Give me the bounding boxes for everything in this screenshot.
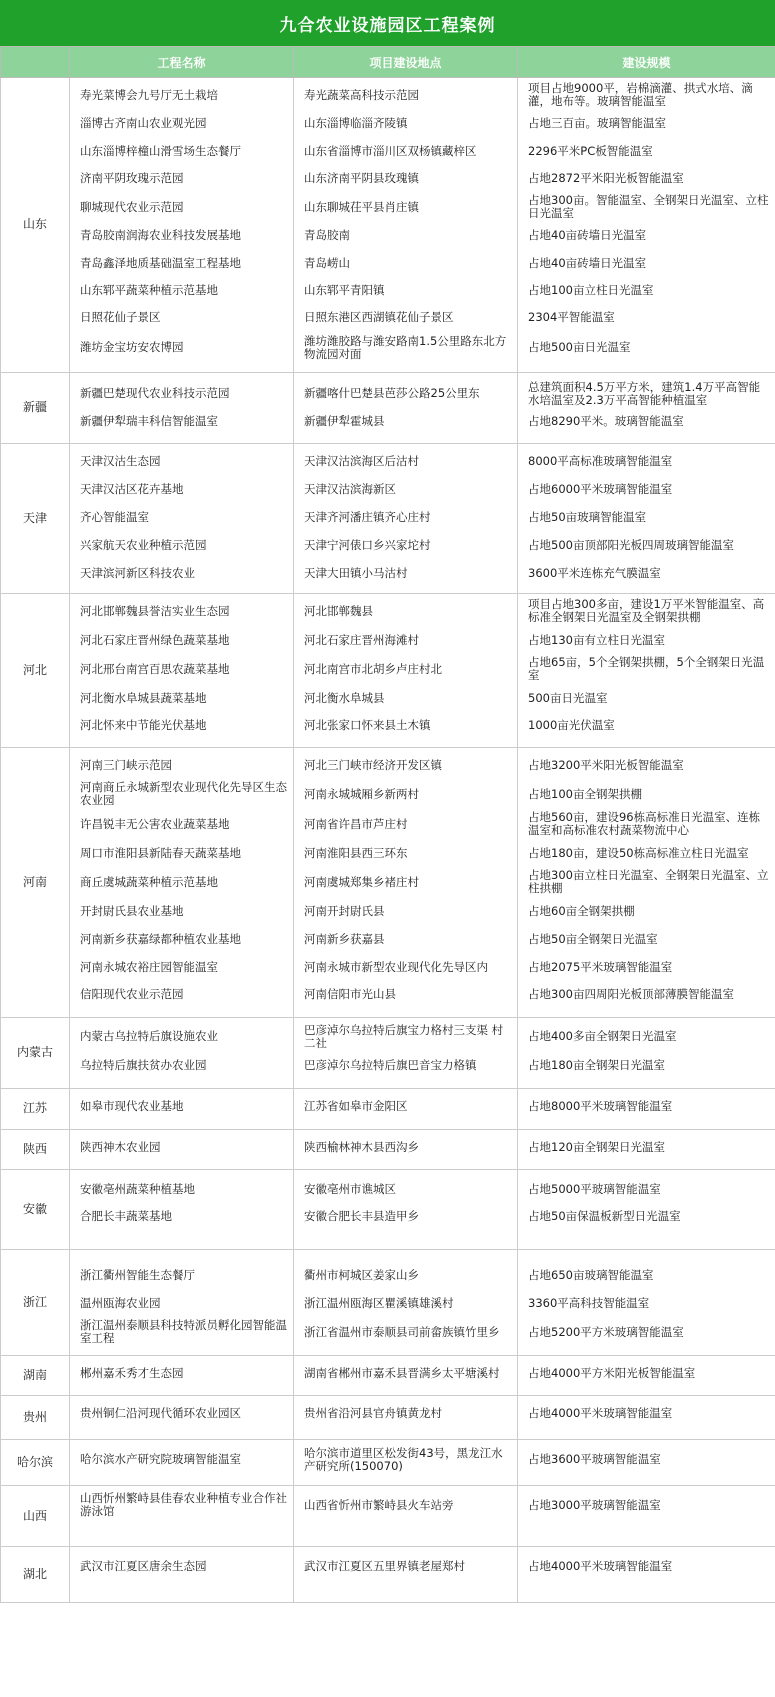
project-scale-cell: 项目占地300多亩，建设1万平米智能温室、高标准全钢架日光温室及全钢架拱棚 [518,594,775,627]
project-scale-cell: 占地100亩立柱日光温室 [518,277,775,304]
page-title: 九合农业设施园区工程案例 [0,0,775,46]
project-location-cell: 山东聊城茌平县肖庄镇 [294,192,518,222]
project-name-cell: 天津汉沽生态园 [70,444,294,476]
table-row [1,1052,775,1088]
project-scale-cell: 占地60亩全钢架拱棚 [518,897,775,925]
project-name-cell: 青岛胶南润海农业科技发展基地 [70,222,294,249]
project-name-cell: 河北邯郸魏县誉洁实业生态园 [70,594,294,627]
project-location-cell: 安徽亳州市谯城区 [294,1169,518,1203]
project-location-cell: 山东郓平青阳镇 [294,277,518,304]
project-location-cell: 安徽合肥长丰县造甲乡 [294,1203,518,1249]
project-name-cell: 郴州嘉禾秀才生态园 [70,1356,294,1396]
project-location-cell: 河南信阳市光山县 [294,981,518,1017]
project-name-cell: 河北邢台南宫百思农蔬菜基地 [70,654,294,684]
province-cell: 山东 [1,78,70,373]
project-scale-cell: 占地50亩保温板新型日光温室 [518,1203,775,1249]
header-name: 工程名称 [70,47,294,78]
project-scale-cell: 500亩日光温室 [518,684,775,712]
table-row [1,1249,775,1289]
project-name-cell: 温州瓯海农业园 [70,1289,294,1317]
project-name-cell: 济南平阴玫瑰示范园 [70,165,294,192]
table-row [1,304,775,331]
table-row [1,249,775,277]
header-location: 项目建设地点 [294,47,518,78]
project-location-cell: 河南淮阳县西三环东 [294,839,518,867]
province-cell: 河北 [1,594,70,748]
project-location-cell: 浙江温州瓯海区瞿溪镇雄溪村 [294,1289,518,1317]
project-scale-cell: 占地40亩砖墙日光温室 [518,222,775,249]
province-cell: 内蒙古 [1,1017,70,1088]
project-name-cell: 如皋市现代农业基地 [70,1088,294,1129]
project-location-cell: 河北张家口怀来县土木镇 [294,712,518,747]
project-name-cell: 武汉市江夏区唐余生态园 [70,1547,294,1603]
project-location-cell: 天津汉沽滨海新区 [294,476,518,504]
project-scale-cell: 占地5000平玻璃智能温室 [518,1169,775,1203]
project-name-cell: 乌拉特后旗扶贫办农业园 [70,1052,294,1088]
project-scale-cell: 占地50亩全钢架日光温室 [518,925,775,953]
project-name-cell: 哈尔滨水产研究院玻璃智能温室 [70,1440,294,1486]
table-row [1,654,775,684]
case-table [0,46,775,1603]
project-name-cell: 齐心智能温室 [70,504,294,532]
table-row [1,1440,775,1486]
project-location-cell: 山东省淄博市淄川区双杨镇藏梓区 [294,137,518,165]
project-location-cell: 天津大田镇小马沽村 [294,560,518,594]
project-scale-cell: 占地6000平米玻璃智能温室 [518,476,775,504]
project-scale-cell: 占地4000平米玻璃智能温室 [518,1396,775,1440]
project-name-cell: 山东淄博梓橦山滑雪场生态餐厅 [70,137,294,165]
project-name-cell: 河南新乡获嘉绿都种植农业基地 [70,925,294,953]
project-name-cell: 青岛鑫泽地质基础温室工程基地 [70,249,294,277]
project-scale-cell: 占地500亩顶部阳光板四周玻璃智能温室 [518,532,775,560]
table-row [1,409,775,444]
project-name-cell: 河北石家庄晋州绿色蔬菜基地 [70,626,294,654]
project-location-cell: 河南新乡获嘉县 [294,925,518,953]
project-location-cell: 寿光蔬菜高科技示范园 [294,78,518,111]
table-row [1,809,775,839]
table-row [1,1396,775,1440]
table-row [1,532,775,560]
table-row [1,476,775,504]
project-scale-cell: 总建筑面积4.5万平方米，建筑1.4万平高智能水培温室及2.3万平高智能种植温室 [518,372,775,409]
project-name-cell: 合肥长丰蔬菜基地 [70,1203,294,1249]
table-row [1,504,775,532]
project-scale-cell: 8000平高标准玻璃智能温室 [518,444,775,476]
project-location-cell: 河南永城市新型农业现代化先导区内 [294,953,518,981]
province-cell: 浙江 [1,1249,70,1356]
table-row [1,1317,775,1356]
table-row [1,1088,775,1129]
table-row [1,331,775,372]
project-location-cell: 日照东港区西湖镇花仙子景区 [294,304,518,331]
project-location-cell: 巴彦淖尔乌拉特后旗宝力格村三支渠 村二社 [294,1017,518,1052]
project-scale-cell: 占地3200平米阳光板智能温室 [518,747,775,779]
project-scale-cell: 占地2075平米玻璃智能温室 [518,953,775,981]
project-name-cell: 淄博古齐南山农业观光园 [70,110,294,137]
table-row [1,222,775,249]
table-row [1,1017,775,1052]
project-scale-cell: 占地300亩立柱日光温室、全钢架日光温室、立柱拱棚 [518,867,775,897]
project-name-cell: 天津滨河新区科技农业 [70,560,294,594]
table-row [1,1486,775,1547]
province-cell: 湖南 [1,1356,70,1396]
project-location-cell: 新疆伊犁霍城县 [294,409,518,444]
project-scale-cell: 2304平智能温室 [518,304,775,331]
project-scale-cell: 占地300亩四周阳光板顶部薄膜智能温室 [518,981,775,1017]
table-body [1,78,775,1603]
province-cell: 陕西 [1,1129,70,1169]
table-row [1,779,775,809]
project-location-cell: 浙江省温州市泰顺县司前畲族镇竹里乡 [294,1317,518,1356]
project-scale-cell: 占地50亩玻璃智能温室 [518,504,775,532]
project-name-cell: 贵州铜仁沿河现代循环农业园区 [70,1396,294,1440]
project-location-cell: 河南虞城郑集乡褚庄村 [294,867,518,897]
project-scale-cell: 占地5200平方米玻璃智能温室 [518,1317,775,1356]
table-row [1,192,775,222]
project-scale-cell: 占地650亩玻璃智能温室 [518,1249,775,1289]
project-scale-cell: 占地8000平米玻璃智能温室 [518,1088,775,1129]
province-cell: 天津 [1,444,70,594]
project-location-cell: 青岛崂山 [294,249,518,277]
table-row [1,560,775,594]
project-name-cell: 天津汉沽区花卉基地 [70,476,294,504]
project-name-cell: 新疆巴楚现代农业科技示范园 [70,372,294,409]
project-scale-cell: 占地500亩日光温室 [518,331,775,372]
table-row [1,444,775,476]
table-row [1,110,775,137]
project-scale-cell: 占地130亩有立柱日光温室 [518,626,775,654]
table-row [1,953,775,981]
province-cell: 贵州 [1,1396,70,1440]
table-row [1,1547,775,1603]
project-scale-cell: 占地40亩砖墙日光温室 [518,249,775,277]
table-row [1,712,775,747]
project-location-cell: 湖南省郴州市嘉禾县晋满乡太平塘溪村 [294,1356,518,1396]
header-scale: 建设规模 [518,47,775,78]
province-cell: 哈尔滨 [1,1440,70,1486]
project-name-cell: 潍坊金宝坊安农博园 [70,331,294,372]
table-row [1,1356,775,1396]
project-name-cell: 信阳现代农业示范园 [70,981,294,1017]
project-scale-cell: 占地3600平玻璃智能温室 [518,1440,775,1486]
project-location-cell: 河北三门峡市经济开发区镇 [294,747,518,779]
project-location-cell: 河南省许昌市芦庄村 [294,809,518,839]
project-name-cell: 内蒙古乌拉特后旗设施农业 [70,1017,294,1052]
project-scale-cell: 占地65亩，5个全钢架拱棚，5个全钢架日光温室 [518,654,775,684]
project-scale-cell: 占地100亩全钢架拱棚 [518,779,775,809]
project-name-cell: 河南永城农裕庄园智能温室 [70,953,294,981]
table-row [1,839,775,867]
project-name-cell: 许昌锐丰无公害农业蔬菜基地 [70,809,294,839]
project-name-cell: 河南商丘永城新型农业现代化先导区生态 农业园 [70,779,294,809]
project-location-cell: 新疆喀什巴楚县芭莎公路25公里东 [294,372,518,409]
project-location-cell: 河北衡水阜城县 [294,684,518,712]
project-location-cell: 河南永城城厢乡新两村 [294,779,518,809]
project-name-cell: 新疆伊犁瑞丰科信智能温室 [70,409,294,444]
project-name-cell: 陕西神木农业园 [70,1129,294,1169]
project-location-cell: 潍坊潍胶路与潍安路南1.5公里路东北方物流园对面 [294,331,518,372]
province-cell: 山西 [1,1486,70,1547]
project-name-cell: 日照花仙子景区 [70,304,294,331]
project-scale-cell: 占地8290平米。玻璃智能温室 [518,409,775,444]
project-name-cell: 兴家航天农业种植示范园 [70,532,294,560]
project-name-cell: 河北怀来中节能光伏基地 [70,712,294,747]
project-location-cell: 山东济南平阴县玫瑰镇 [294,165,518,192]
table-row [1,165,775,192]
project-name-cell: 河南三门峡示范园 [70,747,294,779]
table-row [1,867,775,897]
table-header-row [1,47,775,78]
table-row [1,1203,775,1249]
project-name-cell: 山西忻州繁峙县佳春农业种植专业合作社 游泳馆 [70,1486,294,1547]
project-scale-cell: 占地120亩全钢架日光温室 [518,1129,775,1169]
province-cell: 河南 [1,747,70,1017]
table-row [1,78,775,111]
project-location-cell: 河北邯郸魏县 [294,594,518,627]
project-scale-cell: 占地180亩全钢架日光温室 [518,1052,775,1088]
project-location-cell: 武汉市江夏区五里界镇老屋郑村 [294,1547,518,1603]
table-row [1,1289,775,1317]
table-row [1,981,775,1017]
project-scale-cell: 占地2872平米阳光板智能温室 [518,165,775,192]
project-scale-cell: 占地300亩。智能温室、全钢架日光温室、立柱日光温室 [518,192,775,222]
project-location-cell: 青岛胶南 [294,222,518,249]
header-province [1,47,70,78]
project-scale-cell: 2296平米PC板智能温室 [518,137,775,165]
project-name-cell: 河北衡水阜城县蔬菜基地 [70,684,294,712]
province-cell: 湖北 [1,1547,70,1603]
project-scale-cell: 1000亩光伏温室 [518,712,775,747]
project-name-cell: 聊城现代农业示范园 [70,192,294,222]
project-scale-cell: 占地560亩，建设96栋高标准日光温室、连栋温室和高标准农村蔬菜物流中心 [518,809,775,839]
project-location-cell: 巴彦淖尔乌拉特后旗巴音宝力格镇 [294,1052,518,1088]
table-row [1,1169,775,1203]
project-scale-cell: 占地3000平玻璃智能温室 [518,1486,775,1547]
project-location-cell: 贵州省沿河县官舟镇黄龙村 [294,1396,518,1440]
project-scale-cell: 占地4000平方米阳光板智能温室 [518,1356,775,1396]
project-scale-cell: 3600平米连栋充气膜温室 [518,560,775,594]
table-row [1,137,775,165]
table-row [1,626,775,654]
project-location-cell: 天津齐河潘庄镇齐心庄村 [294,504,518,532]
project-location-cell: 陕西榆林神木县西沟乡 [294,1129,518,1169]
project-name-cell: 商丘虞城蔬菜种植示范基地 [70,867,294,897]
project-name-cell: 开封尉氏县农业基地 [70,897,294,925]
project-scale-cell: 3360平高科技智能温室 [518,1289,775,1317]
project-location-cell: 衢州市柯城区姜家山乡 [294,1249,518,1289]
project-location-cell: 天津宁河俵口乡兴家坨村 [294,532,518,560]
project-location-cell: 山东淄博临淄齐陵镇 [294,110,518,137]
table-row [1,897,775,925]
table-row [1,1129,775,1169]
project-location-cell: 河北石家庄晋州海滩村 [294,626,518,654]
project-location-cell: 河南开封尉氏县 [294,897,518,925]
province-cell: 新疆 [1,372,70,444]
province-cell: 江苏 [1,1088,70,1129]
table-row [1,684,775,712]
province-cell: 安徽 [1,1169,70,1249]
project-name-cell: 浙江温州泰顺县科技特派员孵化园智能温 室工程 [70,1317,294,1356]
table-row [1,747,775,779]
project-scale-cell: 占地三百亩。玻璃智能温室 [518,110,775,137]
project-name-cell: 寿光菜博会九号厅无土栽培 [70,78,294,111]
project-location-cell: 山西省忻州市繁峙县火车站旁 [294,1486,518,1547]
project-location-cell: 河北南宫市北胡乡卢庄村北 [294,654,518,684]
project-name-cell: 周口市淮阳县新陆春天蔬菜基地 [70,839,294,867]
project-scale-cell: 占地4000平米玻璃智能温室 [518,1547,775,1603]
table-row [1,594,775,627]
project-name-cell: 山东郓平蔬菜种植示范基地 [70,277,294,304]
project-location-cell: 天津汉沽滨海区后沽村 [294,444,518,476]
project-scale-cell: 占地400多亩全钢架日光温室 [518,1017,775,1052]
table-row [1,372,775,409]
project-scale-cell: 占地180亩，建设50栋高标准立柱日光温室 [518,839,775,867]
project-name-cell: 浙江衢州智能生态餐厅 [70,1249,294,1289]
project-location-cell: 哈尔滨市道里区松发街43号，黑龙江水产研究所(150070) [294,1440,518,1486]
project-scale-cell: 项目占地9000平，岩棉滴灌、拱式水培、滴灌，地布等。玻璃智能温室 [518,78,775,111]
table-row [1,925,775,953]
project-location-cell: 江苏省如皋市金阳区 [294,1088,518,1129]
table-row [1,277,775,304]
project-name-cell: 安徽亳州蔬菜种植基地 [70,1169,294,1203]
